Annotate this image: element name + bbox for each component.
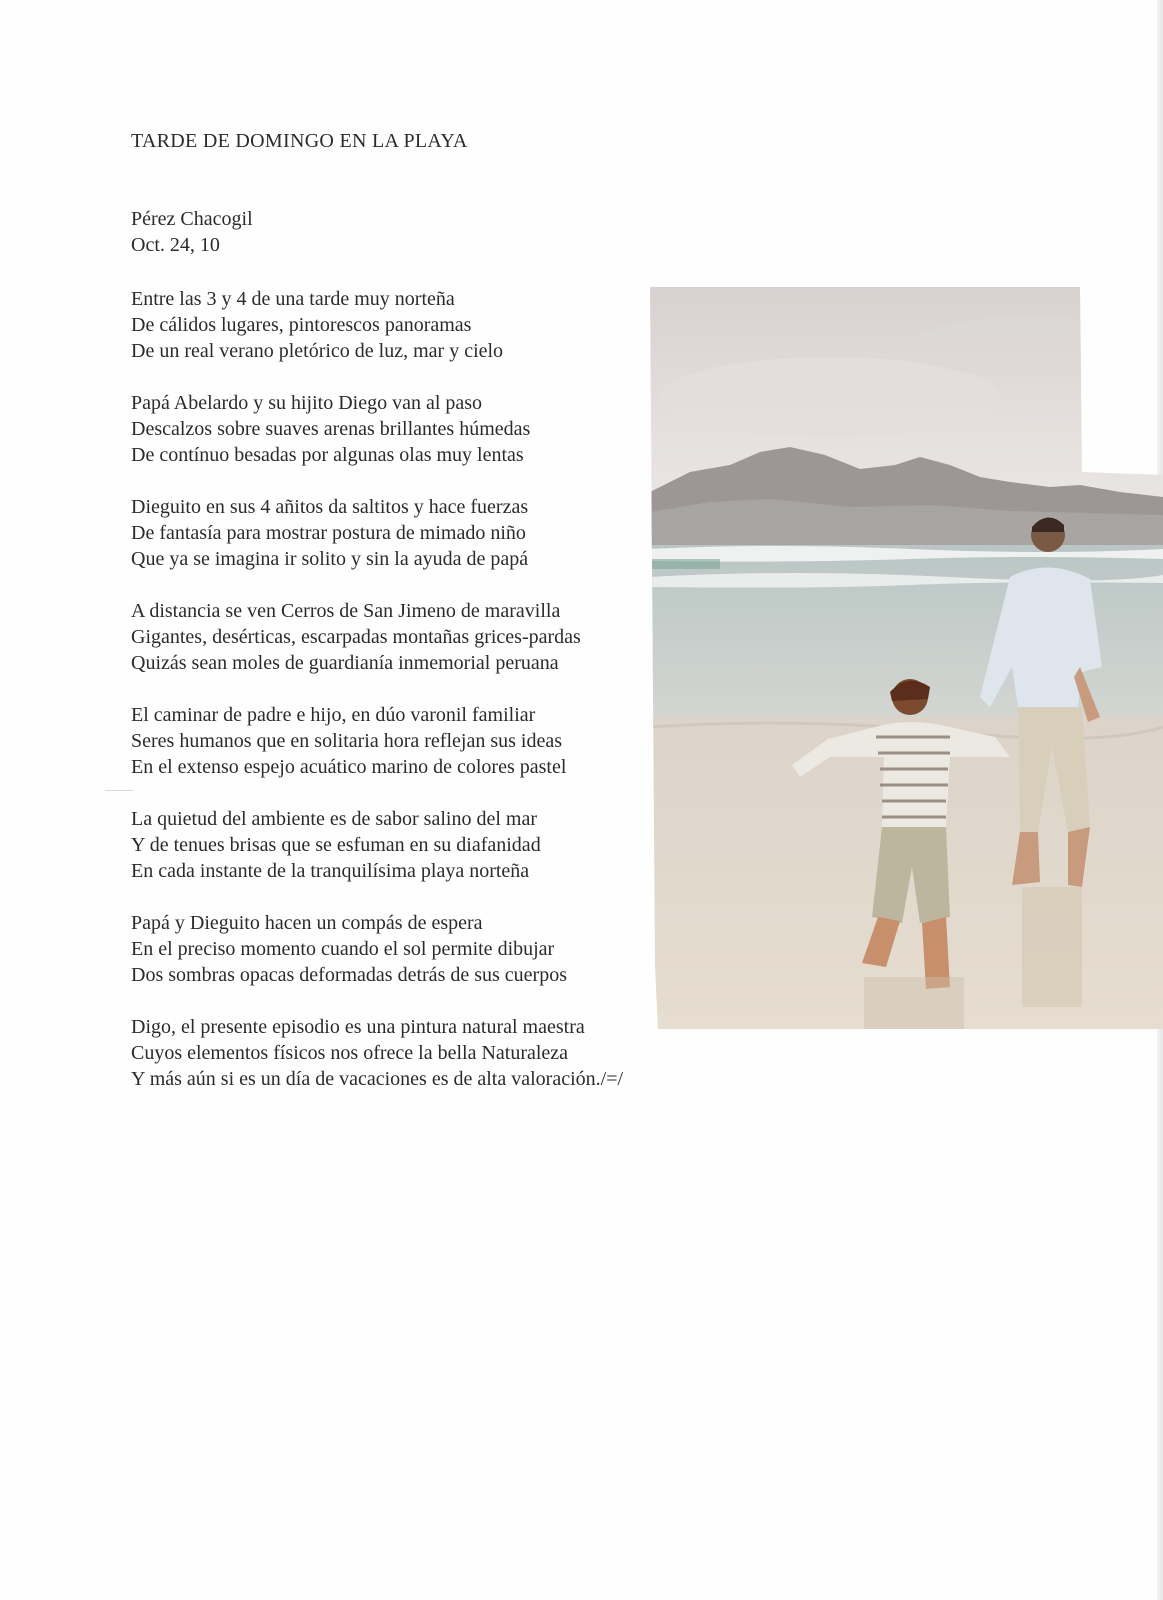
poem-line: Papá y Dieguito hacen un compás de espera <box>131 912 483 934</box>
poem-line: Dos sombras opacas deformadas detrás de sus cuerpos <box>131 964 567 986</box>
poem-date: Oct. 24, 10 <box>131 234 220 256</box>
poem-line: Gigantes, desérticas, escarpadas montañas grices-pardas <box>131 626 581 648</box>
stanza-8 <box>131 1014 623 1092</box>
stanza-2 <box>131 390 530 468</box>
poem-line: La quietud del ambiente es de sabor salino del mar <box>131 808 537 830</box>
beach-photo <box>650 287 1163 1029</box>
poem-title: TARDE DE DOMINGO EN LA PLAYA <box>131 130 468 152</box>
poem-line: Quizás sean moles de guardianía inmemorial peruana <box>131 652 559 674</box>
stanza-7 <box>131 910 567 988</box>
poem-line: Que ya se imagina ir solito y sin la ayuda de papá <box>131 548 529 570</box>
poem-line: Entre las 3 y 4 de una tarde muy norteña <box>131 288 455 310</box>
poem-line: En el extenso espejo acuático marino de colores pastel <box>131 756 567 778</box>
poem-line: Dieguito en sus 4 añitos da saltitos y hace fuerzas <box>131 496 529 518</box>
poem-line: Seres humanos que en solitaria hora reflejan sus ideas <box>131 730 562 752</box>
poem-line: Cuyos elementos físicos nos ofrece la bella Naturaleza <box>131 1042 569 1064</box>
beach-photo-image <box>650 287 1163 1029</box>
poem-line: Papá Abelardo y su hijito Diego van al paso <box>131 392 483 414</box>
poem-line: Digo, el presente episodio es una pintura natural maestra <box>131 1016 585 1038</box>
poem-author: Pérez Chacogil <box>131 208 253 230</box>
poem-line: De cálidos lugares, pintorescos panoramas <box>131 314 472 336</box>
stanza-5 <box>131 702 566 780</box>
stanza-4 <box>131 598 581 676</box>
poem-line: Y de tenues brisas que se esfuman en su diafanidad <box>131 834 541 856</box>
poem-line: De un real verano pletórico de luz, mar y cielo <box>131 340 504 362</box>
poem-line: En cada instante de la tranquilísima playa norteña <box>131 860 530 882</box>
poem-line: En el preciso momento cuando el sol permite dibujar <box>131 938 555 960</box>
poem-line: De fantasía para mostrar postura de mimado niño <box>131 522 526 544</box>
poem-line: Descalzos sobre suaves arenas brillantes húmedas <box>131 418 531 440</box>
stanza-6 <box>131 806 541 884</box>
stanza-3 <box>131 494 528 572</box>
poem-line: El caminar de padre e hijo, en dúo varonil familiar <box>131 704 536 726</box>
scan-mark <box>105 790 133 791</box>
poem-line: De contínuo besadas por algunas olas muy lentas <box>131 444 524 466</box>
stanza-1 <box>131 286 503 364</box>
poem-line: Y más aún si es un día de vacaciones es de alta valoración./=/ <box>131 1068 624 1090</box>
poem-line: A distancia se ven Cerros de San Jimeno de maravilla <box>131 600 561 622</box>
